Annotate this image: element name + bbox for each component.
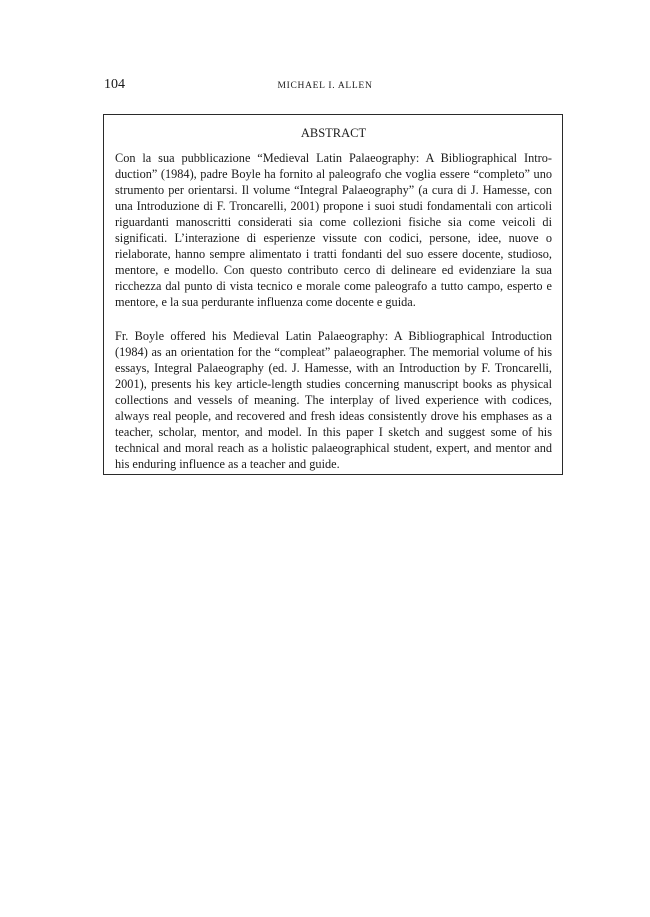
abstract-paragraph-english: Fr. Boyle offered his Medieval Latin Palaeography: A Bibliographical Introduction (1984) as an orientation for the “compleat” palaeographer. The memorial volume of his essays, Integral Palaeography (ed. J. Hamesse, with an Introduction by F. Troncarelli, 2001), presents his key article-length studies concerning manuscript books as physical collections and vessels of meaning. The interplay of lived experience with codices, always real people, and recovered and fresh ideas consistently drove his emphases as a teacher, scholar, mentor, and model. In this paper I sketch and suggest some of his technical and moral reach as a holistic palaeographical student, expert, and mentor and his enduring influence as a teacher and guide. bbox=[115, 329, 552, 471]
abstract-heading: ABSTRACT bbox=[300, 126, 367, 140]
abstract-paragraph-italian: Con la sua pubblicazione “Medieval Latin Palaeography: A Bibliographical Introduction” (1984), padre Boyle ha fornito al paleografo che voglia essere “completo” uno strumento per orientarsi. Il volume “Integral Palaeography” (a cura di J. Hamesse, con una Introduzione di F. Troncarelli, 2001) propone i suoi studi fondamentali con articoli riguardanti manoscritti considerati sia come collezioni fisiche sia come veicoli di significati. L’interazione di esperienze vissute con codici, persone, idee, nuove o rielaborate, hanno sempre alimentato i tratti fondanti del suo essere docente, studioso, mentore, e modello. Con questo contributo cerco di delineare ed evidenziare la sua ricchezza dal punto di vista tecnico e morale come paleografo a tutto campo, esperto e mentore, e la sua perdurante influenza come docente e guida. bbox=[115, 151, 552, 309]
running-head: MICHAEL I. ALLEN bbox=[277, 81, 373, 91]
page-number: 104 bbox=[104, 77, 125, 92]
abstract-box bbox=[103, 114, 563, 475]
